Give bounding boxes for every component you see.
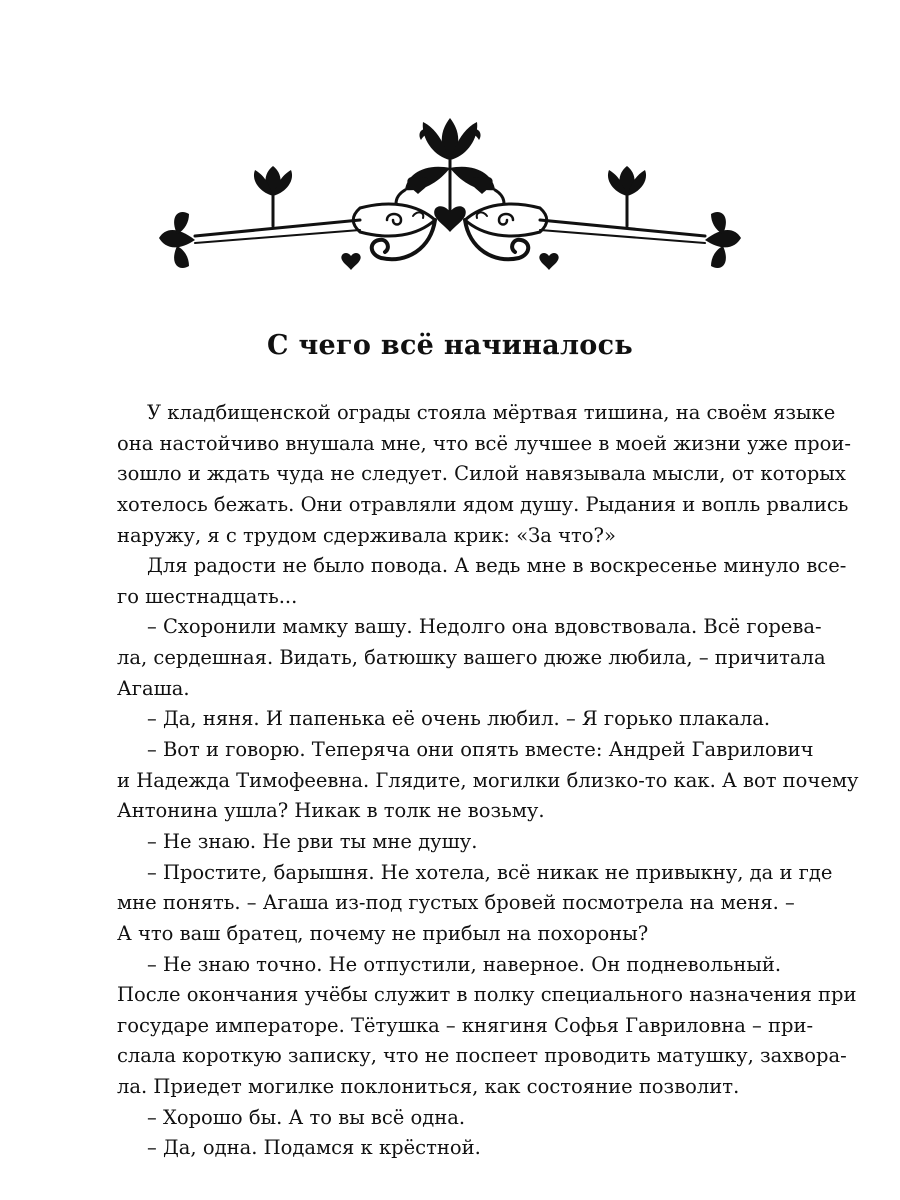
text-line: – Не знаю. Не рви ты мне душу. xyxy=(147,829,478,853)
text-line: зошло и ждать чуда не следует. Силой навязывала мысли, от которых xyxy=(117,462,846,486)
text-line: Агаша. xyxy=(117,676,190,700)
text-line: – Не знаю точно. Не отпустили, наверное. Он подневольный. xyxy=(147,952,782,976)
text-line: А что ваш братец, почему не прибыл на похороны? xyxy=(117,921,649,945)
text-line: го шестнадцать... xyxy=(117,584,298,608)
text-line: – Простите, барышня. Не хотела, всё никак не привыкну, да и где xyxy=(147,860,833,884)
text-line: Антонина ушла? Никак в толк не возьму. xyxy=(117,799,545,823)
chapter-title: С чего всё начиналось xyxy=(267,330,633,361)
text-line: слала короткую записку, что не поспеет проводить матушку, захвора- xyxy=(117,1044,847,1068)
text-line: и Надежда Тимофеевна. Глядите, могилки близко-то как. А вот почему xyxy=(117,768,859,792)
text-line: – Да, одна. Подамся к крёстной. xyxy=(147,1136,481,1160)
text-line: она настойчиво внушала мне, что всё лучшее в моей жизни уже прои- xyxy=(117,431,851,455)
text-line: наружу, я с трудом сдерживала крик: «За что?» xyxy=(117,523,616,547)
text-line: – Хорошо бы. А то вы всё одна. xyxy=(147,1105,466,1129)
text-line: государе императоре. Тётушка – княгиня Софья Гавриловна – при- xyxy=(117,1013,814,1037)
ornamental-vignette-icon xyxy=(155,108,745,288)
chapter-body-text xyxy=(117,398,859,1164)
text-line: мне понять. – Агаша из-под густых бровей посмотрела на меня. – xyxy=(117,891,795,915)
text-line: Для радости не было повода. А ведь мне в воскресенье минуло все- xyxy=(147,554,847,578)
text-line: После окончания учёбы служит в полку специального назначения при xyxy=(117,983,857,1007)
text-line: ла. Приедет могилке поклониться, как состояние позволит. xyxy=(117,1075,740,1099)
text-line: – Вот и говорю. Теперяча они опять вместе: Андрей Гаврилович xyxy=(147,738,814,762)
text-line: – Схоронили мамку вашу. Недолго она вдовствовала. Всё горева- xyxy=(147,615,822,639)
text-line: – Да, няня. И папенька её очень любил. – Я горько плакала. xyxy=(147,707,771,731)
text-line: хотелось бежать. Они отравляли ядом душу. Рыдания и вопль рвались xyxy=(117,492,849,516)
text-line: ла, сердешная. Видать, батюшку вашего дюже любила, – причитала xyxy=(117,646,826,670)
text-line: У кладбищенской ограды стояла мёртвая тишина, на своём языке xyxy=(147,401,836,424)
